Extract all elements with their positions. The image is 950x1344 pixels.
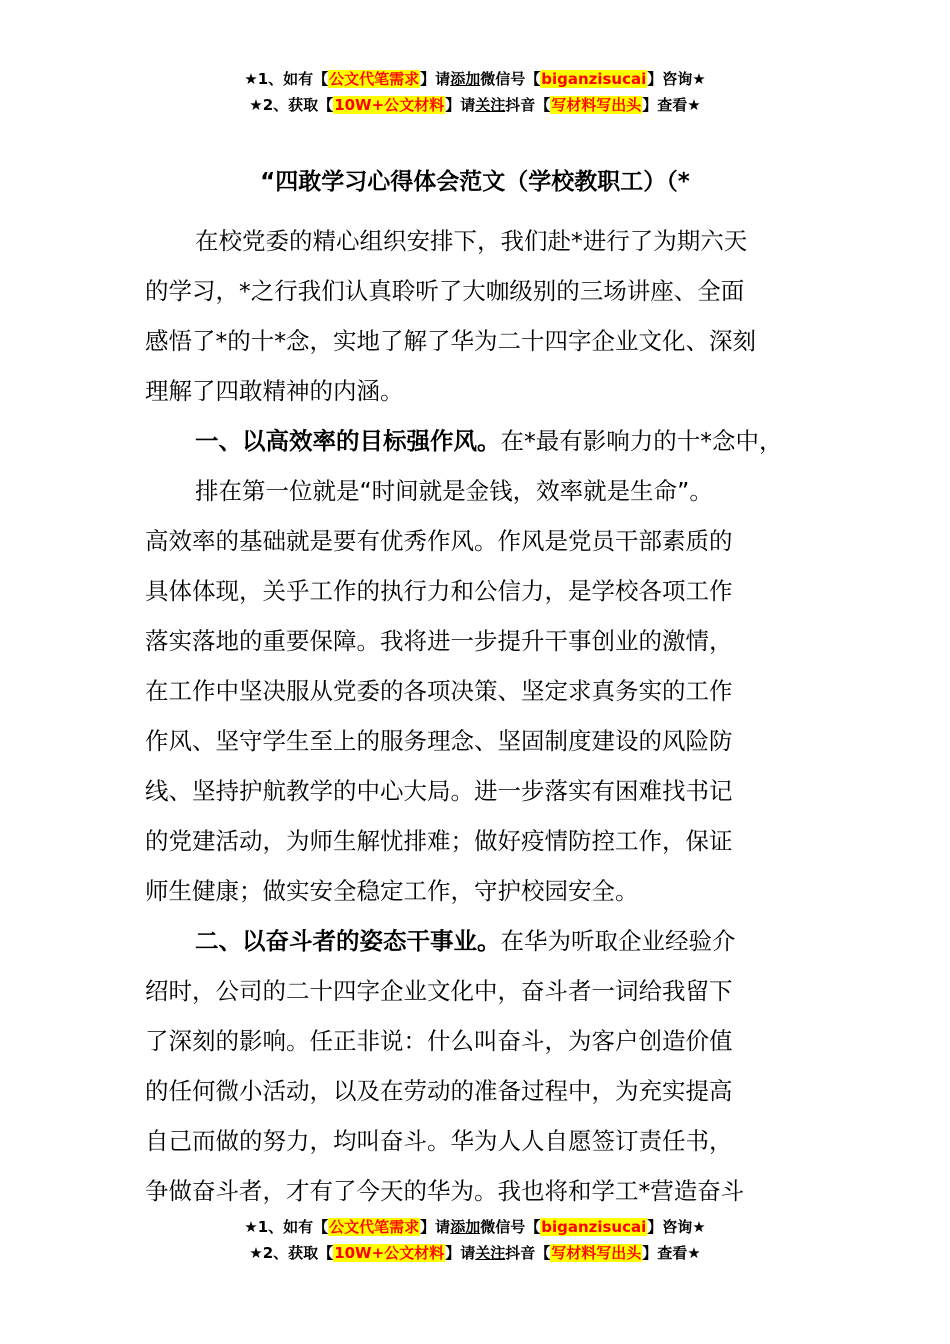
text-line: 感悟了*的十*念，实地了解了华为二十四字企业文化、深刻 (145, 327, 756, 355)
section-text: 在华为听取企业经验介 (500, 927, 736, 955)
text-line: 具体体现，关乎工作的执行力和公信力，是学校各项工作 (145, 577, 733, 605)
section-heading: 一、以高效率的目标强作风。 (195, 427, 501, 455)
section-heading: 二、以奋斗者的姿态干事业。 (195, 927, 501, 955)
banner-line-1: ★1、如有【公文代笔需求】请添加微信号【biganzisucai】咨询★ (244, 1218, 706, 1236)
text-line: 的任何微小活动，以及在劳动的准备过程中，为充实提高 (145, 1077, 733, 1105)
text-line: 绍时，公司的二十四字企业文化中，奋斗者一词给我留下 (145, 977, 733, 1005)
highlight-wechat-id: biganzisucai (541, 70, 647, 88)
highlight-douyin: 写材料写出头 (551, 96, 642, 114)
text-line: 理解了四敢精神的内涵。 (145, 377, 404, 405)
highlight-service: 公文代笔需求 (329, 1218, 420, 1236)
text-line: 在工作中坚决服从党委的各项决策、坚定求真务实的工作 (145, 677, 733, 705)
text-line: 落实落地的重要保障。我将进一步提升干事创业的激情， (145, 627, 733, 655)
text-line: 争做奋斗者，才有了今天的华为。我也将和学工*营造奋斗 (145, 1177, 745, 1205)
text-line: 师生健康；做实安全稳定工作，守护校园安全。 (145, 877, 639, 905)
text-line (145, 916, 835, 966)
text-line: 在校党委的精心组织安排下，我们赴*进行了为期六天 (195, 227, 748, 255)
banner-line-1: ★1、如有【公文代笔需求】请添加微信号【biganzisucai】咨询★ (244, 70, 706, 88)
text-line: 线、坚持护航教学的中心大局。进一步落实有困难找书记 (145, 777, 733, 805)
section-text: 在*最有影响力的十*念中， (500, 427, 783, 455)
highlight-materials: 10W+公文材料 (334, 96, 445, 114)
banner-line-2: ★2、获取【10W+公文材料】请关注抖音【写材料写出头】查看★ (249, 96, 701, 114)
highlight-douyin: 写材料写出头 (551, 1244, 642, 1262)
banner-line-2: ★2、获取【10W+公文材料】请关注抖音【写材料写出头】查看★ (249, 1244, 701, 1262)
highlight-materials: 10W+公文材料 (334, 1244, 445, 1262)
header-banner (0, 66, 950, 118)
document-title: “四敢学习心得体会范文（学校教职工）（* (260, 169, 690, 195)
text-line: 作风、坚守学生至上的服务理念、坚固制度建设的风险防 (145, 727, 733, 755)
text-line: 的党建活动，为师生解忧排难；做好疫情防控工作，保证 (145, 827, 733, 855)
text-line: 的学习，*之行我们认真聆听了大咖级别的三场讲座、全面 (145, 277, 745, 305)
text-line: 排在第一位就是“时间就是金钱，效率就是生命”。 (195, 477, 713, 505)
highlight-wechat-id: biganzisucai (541, 1218, 647, 1236)
text-line: 了深刻的影响。任正非说：什么叫奋斗，为客户创造价值 (145, 1027, 733, 1055)
document-body (145, 216, 835, 1216)
text-line: 高效率的基础就是要有优秀作风。作风是党员干部素质的 (145, 527, 733, 555)
highlight-service: 公文代笔需求 (329, 70, 420, 88)
text-line: 自己而做的努力，均叫奋斗。华为人人自愿签订责任书， (145, 1127, 733, 1155)
text-line (145, 416, 835, 466)
footer-banner (0, 1214, 950, 1266)
